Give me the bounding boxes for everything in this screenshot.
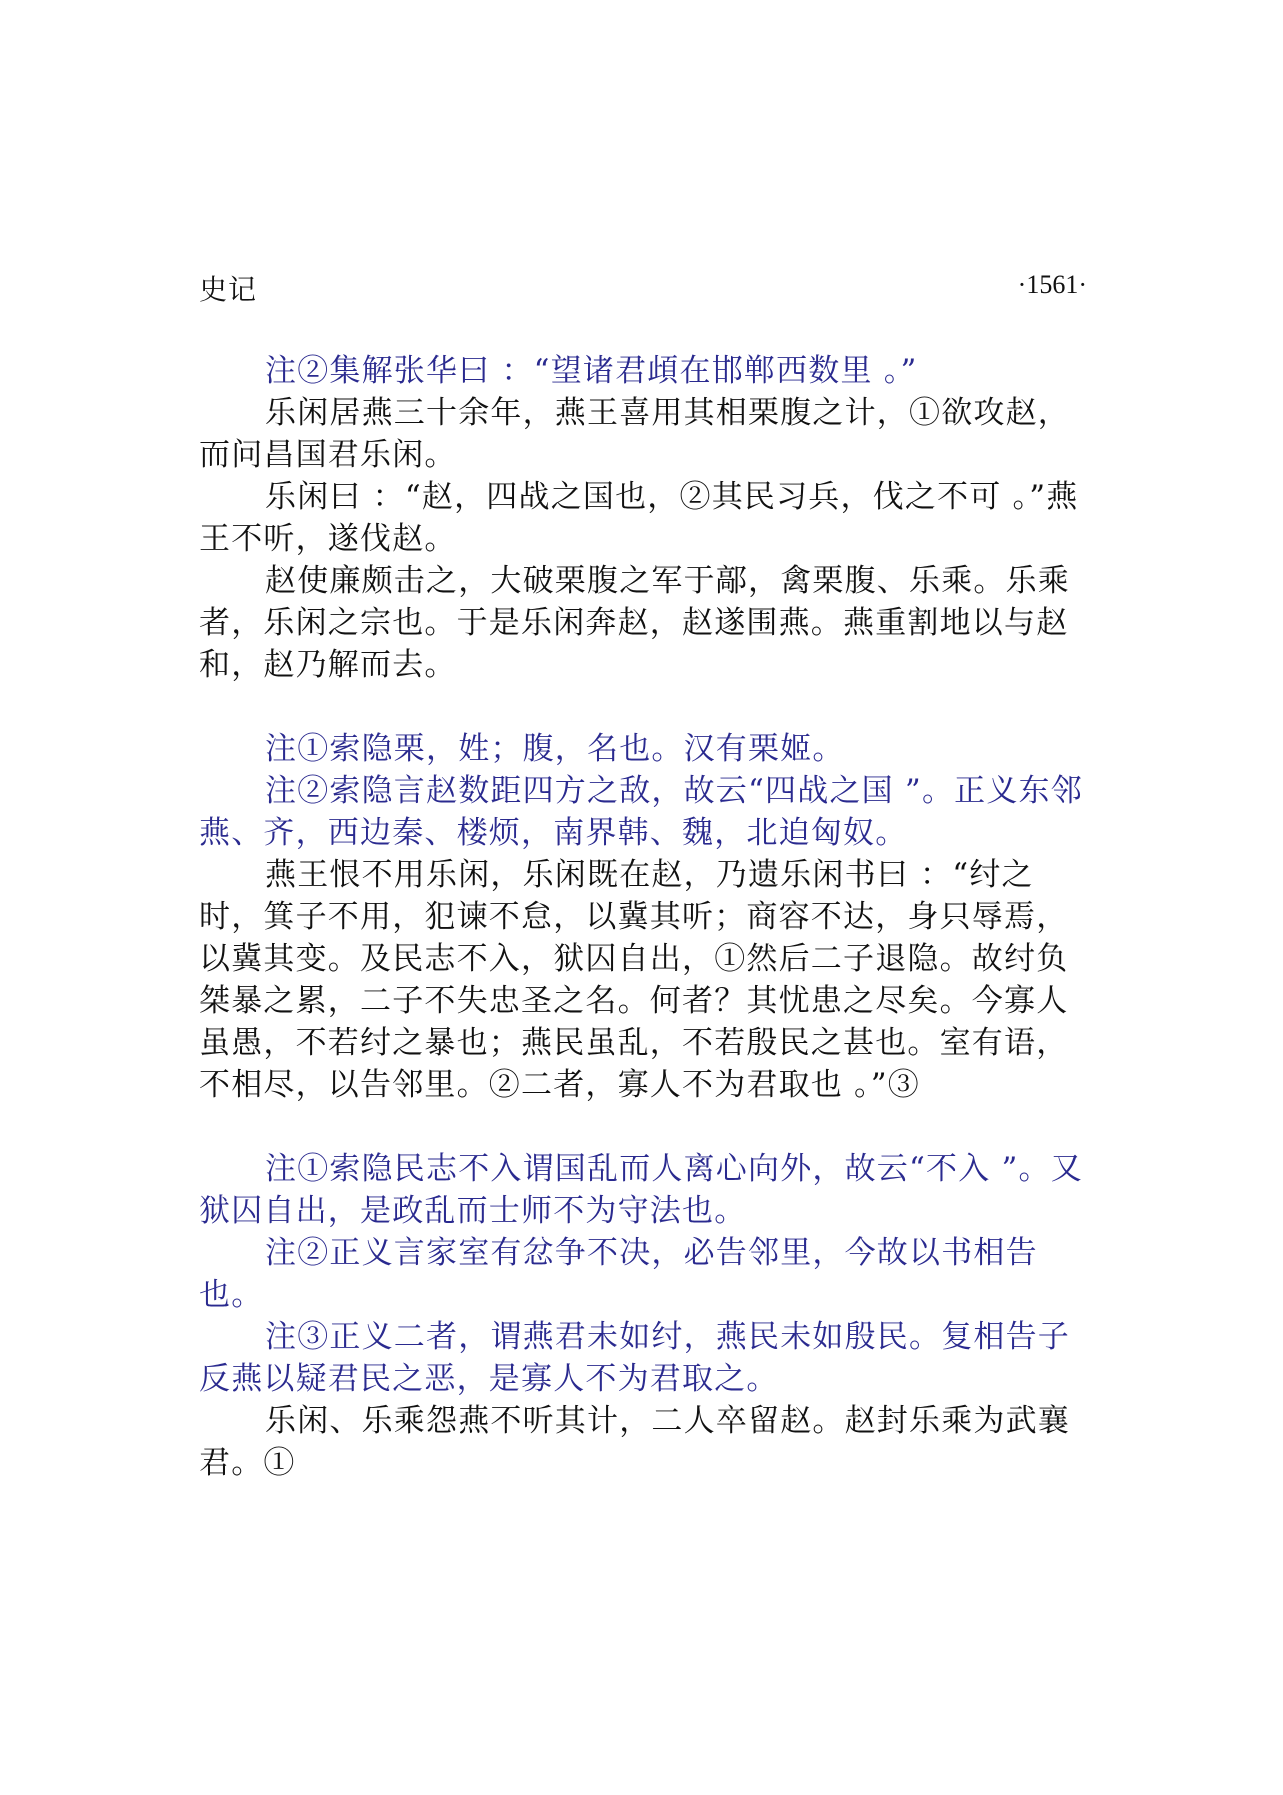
paragraph-gap xyxy=(199,686,1087,728)
annotation-paragraph: 注②集解张华曰 ：“望诸君頉在邯郸西数里 。” xyxy=(265,353,918,389)
annotation-paragraph: 注①索隐栗，姓；腹，名也。汉有栗姬。 xyxy=(265,731,845,767)
page-header xyxy=(199,268,1087,308)
text-paragraph: 赵使廉颇击之，大破栗腹之军于鄗，禽栗腹、乐乘。乐乘者，乐闲之宗也。于是乐闲奔赵，赵遂围燕。燕重割地以与赵和，赵乃解而去。 xyxy=(199,563,1070,683)
text-paragraph: 乐闲居燕三十余年，燕王喜用其相栗腹之计，①欲攻赵，而问昌国君乐闲。 xyxy=(199,395,1070,473)
page-number: ·1561· xyxy=(1017,270,1087,299)
annotation-paragraph: 注③正义二者，谓燕君未如纣，燕民未如殷民。复相告子反燕以疑君民之恶，是寡人不为君取之。 xyxy=(199,1319,1070,1397)
annotation-paragraph: 注①索隐民志不入谓国乱而人离心向外，故云“不入 ”。又狱囚自出，是政乱而士师不为守法也。 xyxy=(199,1151,1083,1229)
annotation-paragraph: 注②索隐言赵数距四方之敌，故云“四战之国 ”。正义东邻燕、齐，西边秦、楼烦，南界韩、魏，北迫匈奴。 xyxy=(199,773,1083,851)
book-title: 史记 xyxy=(199,273,258,306)
text-paragraph: 燕王恨不用乐闲，乐闲既在赵，乃遗乐闲书曰 ：“纣之时，箕子不用，犯谏不怠，以冀其听；商容不达，身只辱焉，以冀其变。及民志不入，狱囚自出，①然后二子退隐。故纣负桀暴之累，二子不失忠圣之名。何者？其忧患之尽矣。今寡人虽愚，不若纣之暴也；燕民虽乱，不若殷民之甚也。室有语，不相尽，以告邻里。②二者，寡人不为君取也 。”③ xyxy=(199,857,1069,1103)
annotation-paragraph: 注②正义言家室有忿争不决，必告邻里，今故以书相告也。 xyxy=(199,1235,1038,1313)
text-paragraph: 乐闲、乐乘怨燕不听其计，二人卒留赵。赵封乐乘为武襄君。① xyxy=(199,1403,1070,1481)
body-text xyxy=(199,350,1087,1484)
paragraph-gap xyxy=(199,1106,1087,1148)
text-paragraph: 乐闲曰 ：“赵，四战之国也，②其民习兵，伐之不可 。”燕王不听，遂伐赵。 xyxy=(199,479,1079,557)
